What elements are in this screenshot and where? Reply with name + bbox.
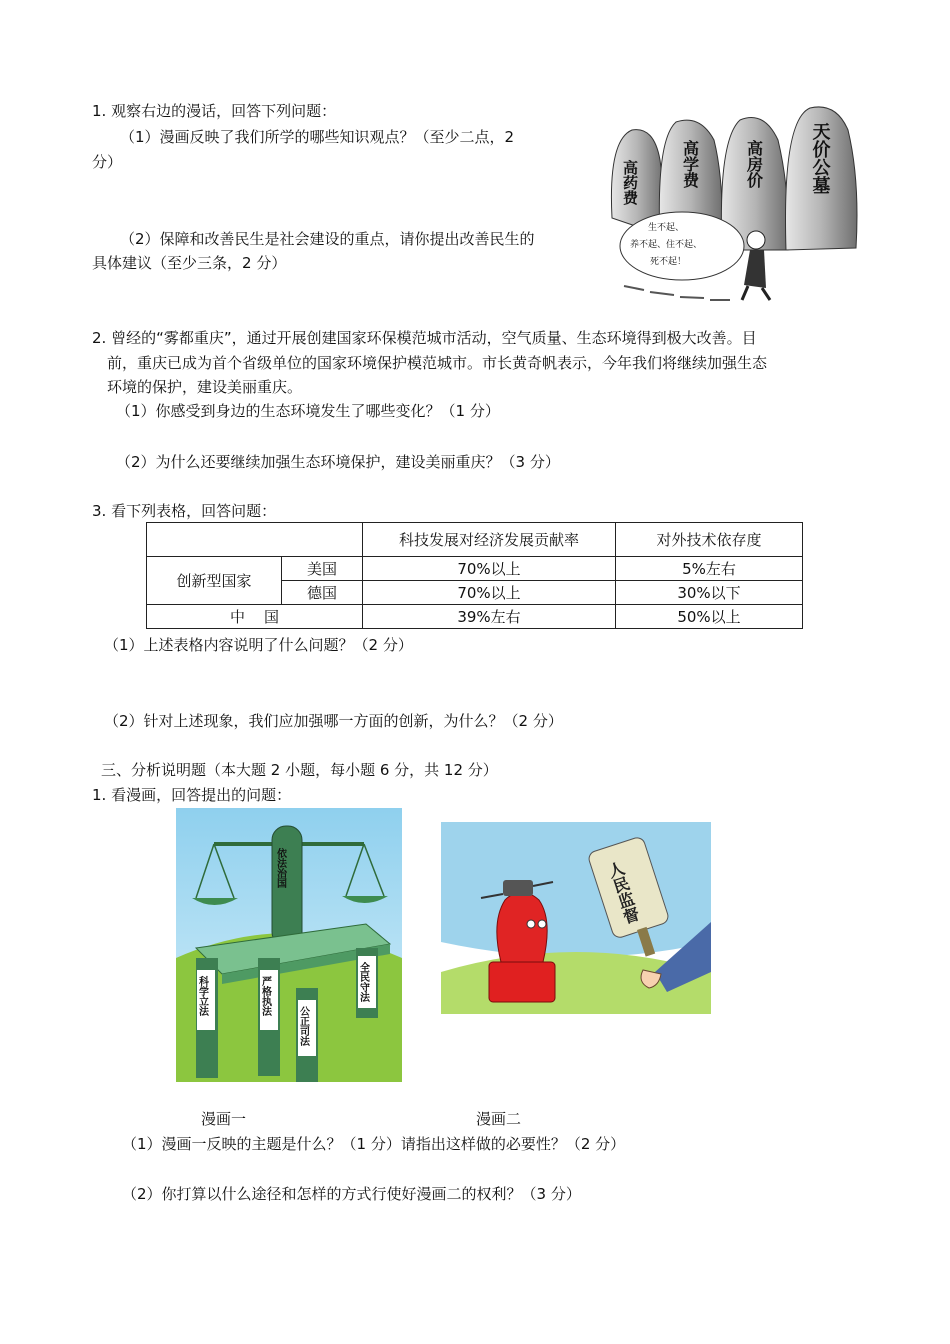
bubble-line3: 死不起！: [650, 257, 687, 267]
q1-part2-line2: 具体建议（至少三条，2 分）: [92, 254, 287, 272]
table-group-label: 创新型国家: [147, 557, 282, 605]
q3-part2: （2）针对上述现象，我们应加强哪一方面的创新，为什么？（2 分）: [104, 712, 563, 730]
section3-part2: （2）你打算以什么途径和怎样的方式行使好漫画二的权利？（3 分）: [122, 1185, 581, 1203]
table-row-country: 德国: [282, 581, 363, 605]
q2-line1: 2. 曾经的“雾都重庆”，通过开展创建国家环保模范城市活动，空气质量、生态环境得到极大改善。目: [92, 329, 757, 347]
cartoon1-caption: 漫画一: [201, 1110, 247, 1128]
leg4-label: 全民守法: [357, 962, 369, 1002]
cartoon-rocks-image: [604, 100, 864, 310]
q2-line3: 环境的保护，建设美丽重庆。: [107, 378, 303, 396]
rock3-label: 高房价: [744, 140, 764, 188]
leg3-label: 公正司法: [297, 1006, 309, 1046]
table-header-rate: 科技发展对经济发展贡献率: [363, 523, 616, 557]
q2-part2: （2）为什么还要继续加强生态环境保护，建设美丽重庆？（3 分）: [116, 453, 560, 471]
q3-title: 3. 看下列表格，回答问题：: [92, 502, 277, 520]
section3-title: 三、分析说明题（本大题 2 小题，每小题 6 分，共 12 分）: [101, 761, 498, 779]
cartoon1-image: [176, 808, 402, 1082]
table-row-rate: 70%以上: [363, 557, 616, 581]
table-row-dependence: 30%以下: [616, 581, 803, 605]
table-row-rate: 70%以上: [363, 581, 616, 605]
table-row-rate: 39%左右: [363, 605, 616, 629]
cartoon2-caption: 漫画二: [476, 1110, 522, 1128]
rock2-label: 高学费: [680, 140, 700, 188]
table-row-country-china: 中 国: [147, 605, 363, 629]
q1-part2-line1: （2）保障和改善民生是社会建设的重点，请你提出改善民生的: [120, 230, 535, 248]
section3-q1-title: 1. 看漫画，回答提出的问题：: [92, 786, 292, 804]
leg1-label: 科学立法: [196, 976, 208, 1016]
fan-label: 人民监督: [603, 859, 642, 926]
bubble-line2: 养不起、住不起、: [630, 240, 703, 250]
rock4-label: 天价公墓: [809, 122, 831, 194]
table-row-dependence: 50%以上: [616, 605, 803, 629]
q3-part1: （1）上述表格内容说明了什么问题？（2 分）: [104, 636, 413, 654]
rock1-label: 高药费: [621, 160, 639, 205]
pillar-label: 依法治国: [274, 848, 286, 888]
table-header-dependence: 对外技术依存度: [616, 523, 803, 557]
section3-part1: （1）漫画一反映的主题是什么？（1 分）请指出这样做的必要性？（2 分）: [122, 1135, 626, 1153]
q2-part1: （1）你感受到身边的生态环境发生了哪些变化？（1 分）: [116, 402, 500, 420]
data-table: [146, 522, 803, 629]
bubble-line1: 生不起、: [648, 223, 685, 233]
q2-line2: 前，重庆已成为首个省级单位的国家环境保护模范城市。市长黄奇帆表示，今年我们将继续加强生态: [107, 354, 768, 372]
leg2-label: 严格执法: [259, 976, 271, 1016]
cartoon2-image: [441, 822, 711, 1014]
table-header-empty: [147, 523, 363, 557]
q1-part1-line2: 分）: [92, 153, 123, 171]
q1-title: 1. 观察右边的漫话，回答下列问题：: [92, 102, 337, 120]
table-row-dependence: 5%左右: [616, 557, 803, 581]
table-row-country: 美国: [282, 557, 363, 581]
q1-part1-line1: （1）漫画反映了我们所学的哪些知识观点？（至少二点，2: [120, 128, 515, 146]
